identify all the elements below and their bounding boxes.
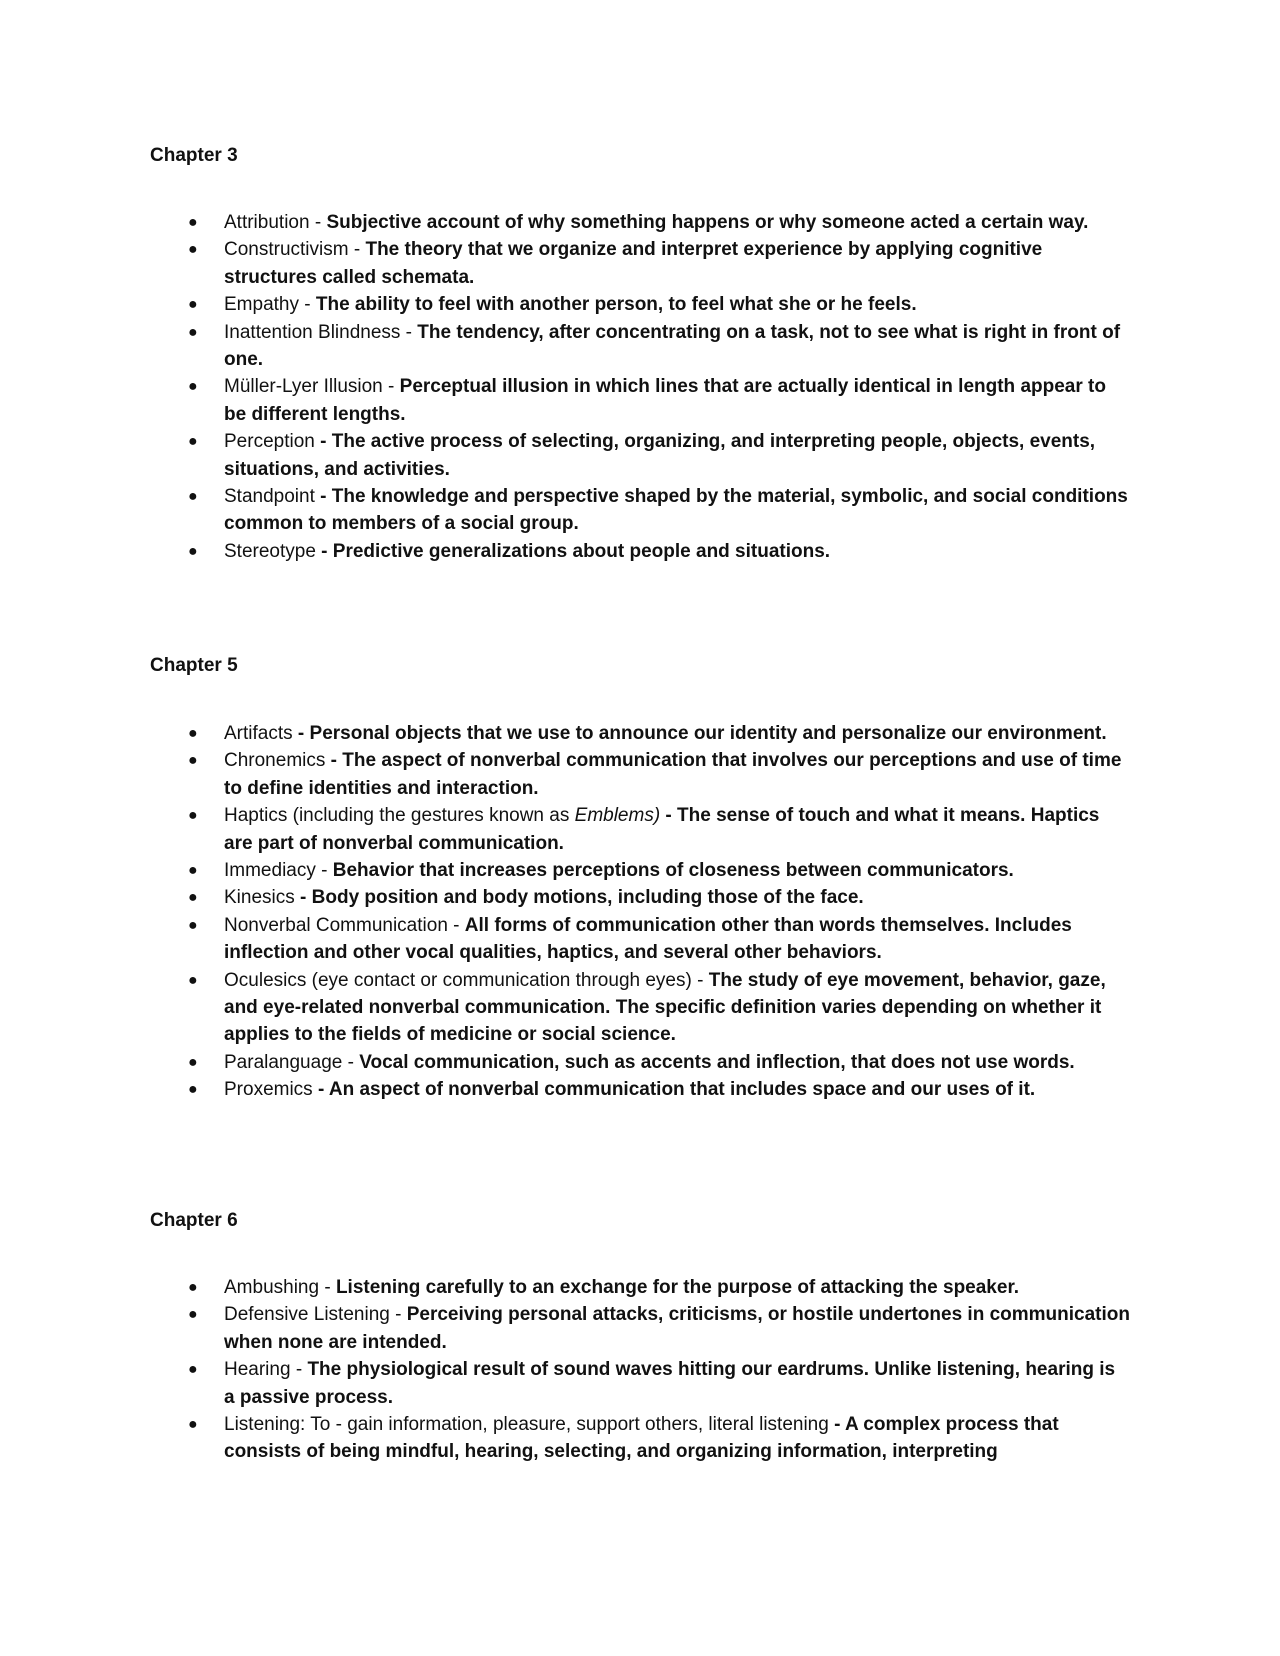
- term: Empathy: [224, 294, 299, 316]
- list-item: [150, 538, 1130, 565]
- definition: The tendency, after concentrating on a task, not to see what is right in front of one.: [224, 321, 1121, 371]
- list-item: [150, 1301, 1130, 1356]
- definition: The ability to feel with another person, to feel what she or he feels.: [315, 294, 917, 316]
- bullet-icon: ●: [188, 1361, 198, 1379]
- bullet-icon: ●: [188, 889, 198, 907]
- separator: -: [314, 431, 332, 453]
- definition: The active process of selecting, organizing, and interpreting people, objects, events, situations, and activities.: [224, 431, 1096, 480]
- separator: -: [309, 212, 327, 233]
- bullet-icon: ●: [188, 807, 198, 825]
- definition: Vocal communication, such as accents and inflection, that does not use words.: [359, 1051, 1075, 1073]
- term-list: [150, 209, 1130, 565]
- separator: -: [660, 805, 678, 827]
- chapter-heading: Chapter 5: [150, 655, 238, 676]
- term: Oculesics (eye contact or communication through eyes): [224, 969, 692, 991]
- separator: -: [315, 540, 333, 562]
- list-item: [150, 319, 1130, 374]
- chapter-heading: Chapter 3: [150, 145, 238, 166]
- bullet-icon: ●: [188, 241, 198, 259]
- list-item: [150, 209, 1130, 236]
- bullet-icon: ●: [188, 1279, 198, 1296]
- definition: Personal objects that we use to announce our identity and personalize our environment.: [309, 723, 1107, 744]
- definition: Perceptual illusion in which lines that are actually identical in length appear to be different lengths.: [224, 376, 1106, 425]
- term: Nonverbal Communication: [224, 914, 448, 936]
- separator: -: [298, 294, 316, 316]
- bullet-icon: ●: [188, 1306, 198, 1324]
- term: Attribution: [224, 212, 310, 233]
- term-list: [150, 720, 1130, 1104]
- definition: Subjective account of why something happens or why someone acted a certain way.: [326, 212, 1089, 233]
- term: Ambushing: [224, 1277, 320, 1298]
- term: Artifacts: [224, 723, 293, 744]
- definition: The physiological result of sound waves hitting our eardrums. Unlike listening, hearing is a passive process.: [224, 1359, 1116, 1408]
- definition: The theory that we organize and interpret experience by applying cognitive structures called schemata.: [224, 239, 1043, 288]
- separator: -: [290, 1359, 308, 1381]
- list-item: [150, 967, 1130, 1049]
- separator: -: [447, 914, 465, 936]
- term-emphasis: Emblems): [574, 805, 661, 827]
- definition: Listening carefully to an exchange for the purpose of attacking the speaker.: [335, 1277, 1020, 1298]
- separator: -: [294, 887, 312, 909]
- definition: All forms of communication other than words themselves. Includes inflection and other vocal qualities, haptics, and several other behaviors.: [224, 914, 1072, 964]
- separator: -: [691, 969, 709, 991]
- bullet-icon: ●: [188, 488, 198, 506]
- definition: The knowledge and perspective shaped by the material, symbolic, and social conditions common to members of a social group.: [224, 486, 1128, 535]
- term: Müller-Lyer Illusion: [224, 376, 383, 398]
- separator: -: [400, 321, 418, 343]
- definition: Predictive generalizations about people and situations.: [332, 540, 831, 562]
- separator: -: [382, 376, 400, 398]
- bullet-icon: ●: [188, 1053, 198, 1071]
- list-item: [150, 236, 1130, 291]
- separator: -: [828, 1414, 846, 1436]
- separator: -: [315, 860, 333, 882]
- list-item: [150, 1076, 1130, 1103]
- definition: The sense of touch and what it means. Haptics are part of nonverbal communication.: [224, 805, 1100, 854]
- list-item: [150, 373, 1130, 428]
- separator: -: [312, 1079, 329, 1101]
- term: Haptics (including the gestures known as: [224, 805, 575, 827]
- separator: -: [348, 239, 366, 261]
- definition: An aspect of nonverbal communication that includes space and our uses of it.: [328, 1079, 1036, 1101]
- term: Paralanguage: [224, 1051, 343, 1073]
- definition: A complex process that consists of being mindful, hearing, selecting, and organizing information, interpreting: [224, 1414, 1059, 1463]
- separator: -: [319, 1277, 336, 1298]
- term: Standpoint: [224, 486, 315, 508]
- term: Chronemics: [224, 750, 326, 772]
- term: Listening: To - gain information, pleasure, support others, literal listening: [224, 1414, 829, 1436]
- term: Hearing: [224, 1359, 291, 1381]
- list-item: [150, 720, 1130, 747]
- separator: -: [325, 750, 343, 772]
- list-item: [150, 1356, 1130, 1411]
- bullet-icon: ●: [188, 1081, 198, 1099]
- list-item: [150, 747, 1130, 802]
- bullet-icon: ●: [188, 862, 198, 880]
- term: Constructivism: [224, 239, 349, 261]
- bullet-icon: ●: [188, 378, 198, 396]
- chapter-heading: Chapter 6: [150, 1210, 238, 1231]
- term: Inattention Blindness: [224, 321, 401, 343]
- bullet-icon: ●: [188, 214, 198, 231]
- bullet-icon: ●: [188, 433, 198, 451]
- separator: -: [342, 1051, 360, 1073]
- bullet-icon: ●: [188, 323, 198, 341]
- bullet-icon: ●: [188, 752, 198, 770]
- list-item: [150, 1049, 1130, 1076]
- list-item: [150, 857, 1130, 884]
- list-item: [150, 428, 1130, 483]
- list-item: [150, 483, 1130, 538]
- list-item: [150, 912, 1130, 967]
- separator: -: [292, 723, 310, 744]
- definition: Behavior that increases perceptions of closeness between communicators.: [332, 860, 1014, 882]
- definition: The aspect of nonverbal communication that involves our perceptions and use of time to define identities and interaction.: [224, 750, 1122, 799]
- term: Immediacy: [224, 860, 316, 882]
- term: Perception: [224, 431, 315, 453]
- list-item: [150, 291, 1130, 318]
- bullet-icon: ●: [188, 1416, 198, 1434]
- bullet-icon: ●: [188, 725, 198, 742]
- separator: -: [314, 486, 332, 508]
- term: Proxemics: [224, 1079, 313, 1101]
- list-item: [150, 802, 1130, 857]
- term-list: [150, 1274, 1130, 1466]
- term: Stereotype: [224, 540, 316, 562]
- bullet-icon: ●: [188, 916, 198, 934]
- term: Defensive Listening: [224, 1304, 390, 1326]
- list-item: [150, 884, 1130, 911]
- list-item: [150, 1411, 1130, 1466]
- definition: Body position and body motions, including those of the face.: [311, 887, 864, 909]
- bullet-icon: ●: [188, 971, 198, 989]
- bullet-icon: ●: [188, 296, 198, 314]
- separator: -: [389, 1304, 407, 1326]
- bullet-icon: ●: [188, 542, 198, 560]
- definition: Perceiving personal attacks, criticisms, or hostile undertones in communication when none are intended.: [224, 1304, 1130, 1353]
- list-item: [150, 1274, 1130, 1301]
- definition: The study of eye movement, behavior, gaze, and eye-related nonverbal communication. The specific definition varies depending on whether it applies to the fields of medicine or social science.: [224, 969, 1106, 1046]
- term: Kinesics: [224, 887, 295, 909]
